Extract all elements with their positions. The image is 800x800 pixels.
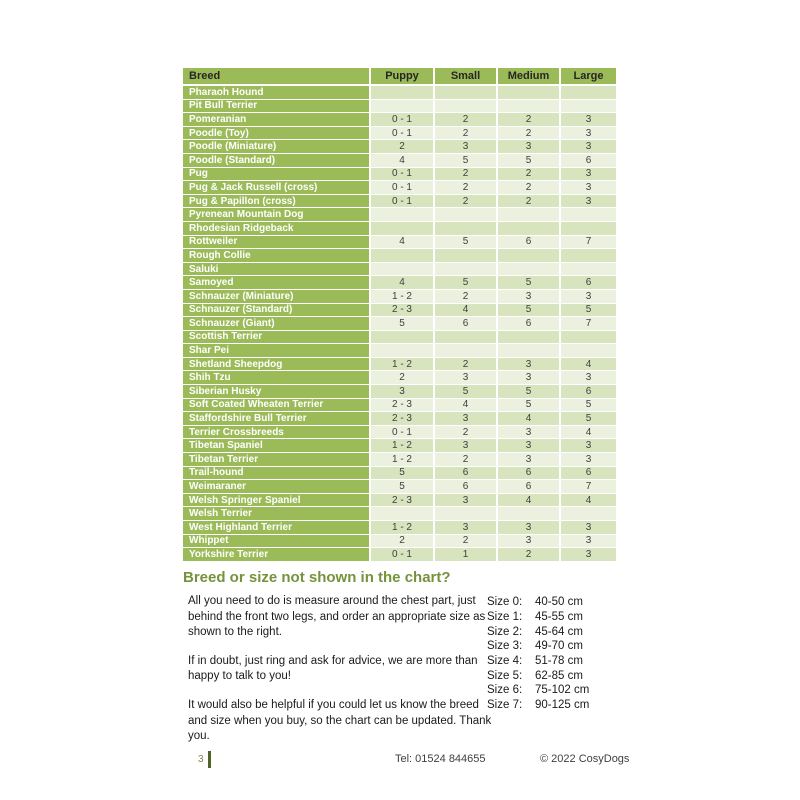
page-number: 3 <box>198 754 204 765</box>
size-value-cell <box>496 222 559 236</box>
breed-cell: Poodle (Miniature) <box>183 140 369 154</box>
size-value-cell <box>559 344 616 358</box>
size-value-cell <box>369 263 433 277</box>
table-row <box>183 263 616 277</box>
size-value-cell <box>433 208 496 222</box>
size-value-cell <box>433 249 496 263</box>
size-range: 51-78 cm <box>535 655 583 668</box>
table-row <box>183 412 616 426</box>
footer-phone: Tel: 01524 844655 <box>395 753 486 765</box>
size-value-cell: 5 <box>433 236 496 250</box>
size-value-cell: 3 <box>559 113 616 127</box>
size-value-cell: 3 <box>433 140 496 154</box>
size-value-cell: 3 <box>496 521 559 535</box>
size-value-cell: 2 <box>433 535 496 549</box>
breed-cell: Whippet <box>183 535 369 549</box>
size-value-cell: 3 <box>433 521 496 535</box>
size-value-cell: 5 <box>559 399 616 413</box>
size-range: 45-55 cm <box>535 611 583 624</box>
size-value-cell: 3 <box>433 412 496 426</box>
size-value-cell: 3 <box>559 127 616 141</box>
table-row <box>183 426 616 440</box>
table-row <box>183 222 616 236</box>
instructions-text <box>188 594 492 758</box>
breed-cell: Pit Bull Terrier <box>183 100 369 114</box>
size-value-cell: 3 <box>559 140 616 154</box>
size-value-cell: 2 <box>369 535 433 549</box>
size-value-cell <box>369 222 433 236</box>
size-value-cell <box>559 331 616 345</box>
size-value-cell: 2 <box>433 127 496 141</box>
size-label: Size 6: <box>487 684 523 697</box>
size-value-cell: 5 <box>496 304 559 318</box>
size-value-cell <box>433 331 496 345</box>
size-value-cell: 2 <box>433 168 496 182</box>
breed-cell: Pharaoh Hound <box>183 86 369 100</box>
breed-cell: Saluki <box>183 263 369 277</box>
size-value-cell: 3 <box>496 453 559 467</box>
size-value-cell: 3 <box>559 521 616 535</box>
table-row <box>183 507 616 521</box>
breed-cell: Pug & Jack Russell (cross) <box>183 181 369 195</box>
size-value-cell: 5 <box>433 154 496 168</box>
size-value-cell: 5 <box>369 317 433 331</box>
section-heading: Breed or size not shown in the chart? <box>183 569 451 586</box>
size-value-cell: 2 <box>496 195 559 209</box>
size-value-cell: 2 <box>496 181 559 195</box>
size-label: Size 3: <box>487 640 523 653</box>
table-row <box>183 331 616 345</box>
size-value-cell: 6 <box>496 236 559 250</box>
breed-cell: Trail-hound <box>183 467 369 481</box>
size-value-cell: 3 <box>496 371 559 385</box>
size-value-cell <box>369 208 433 222</box>
breed-cell: Scottish Terrier <box>183 331 369 345</box>
size-value-cell <box>369 331 433 345</box>
size-value-cell: 3 <box>496 140 559 154</box>
table-row <box>183 181 616 195</box>
table-row <box>183 521 616 535</box>
column-header: Breed <box>189 70 221 82</box>
size-value-cell <box>496 100 559 114</box>
table-row <box>183 140 616 154</box>
breed-cell: Schnauzer (Giant) <box>183 317 369 331</box>
table-row <box>183 304 616 318</box>
size-value-cell <box>496 263 559 277</box>
size-value-cell: 2 - 3 <box>369 412 433 426</box>
table-row <box>183 371 616 385</box>
size-value-cell: 4 <box>559 494 616 508</box>
size-label: Size 0: <box>487 596 523 609</box>
table-row <box>183 548 616 562</box>
size-value-cell: 2 <box>496 548 559 562</box>
size-value-cell: 7 <box>559 480 616 494</box>
size-value-cell <box>369 249 433 263</box>
size-range: 62-85 cm <box>535 669 583 682</box>
size-value-cell: 3 <box>559 290 616 304</box>
breed-cell: Tibetan Spaniel <box>183 439 369 453</box>
size-value-cell: 4 <box>369 276 433 290</box>
size-value-cell: 3 <box>496 439 559 453</box>
breed-cell: Pyrenean Mountain Dog <box>183 208 369 222</box>
table-body <box>183 86 616 562</box>
size-value-cell: 7 <box>559 236 616 250</box>
size-legend-item <box>487 698 617 713</box>
footer-copyright: © 2022 CosyDogs <box>540 753 630 765</box>
size-label: Size 1: <box>487 611 523 624</box>
size-value-cell: 4 <box>433 304 496 318</box>
size-value-cell: 0 - 1 <box>369 426 433 440</box>
breed-cell: Terrier Crossbreeds <box>183 426 369 440</box>
size-value-cell: 3 <box>496 290 559 304</box>
breed-cell: Shih Tzu <box>183 371 369 385</box>
breed-cell: Poodle (Toy) <box>183 127 369 141</box>
size-value-cell: 5 <box>496 154 559 168</box>
size-value-cell <box>369 507 433 521</box>
table-row <box>183 86 616 100</box>
size-value-cell: 3 <box>559 371 616 385</box>
size-value-cell: 2 <box>496 113 559 127</box>
size-value-cell: 0 - 1 <box>369 181 433 195</box>
size-value-cell: 1 - 2 <box>369 521 433 535</box>
size-legend-item <box>487 610 617 625</box>
size-value-cell <box>496 331 559 345</box>
size-value-cell: 6 <box>559 276 616 290</box>
size-legend <box>487 595 617 713</box>
breed-cell: Shetland Sheepdog <box>183 358 369 372</box>
size-value-cell: 3 <box>559 439 616 453</box>
size-legend-item <box>487 668 617 683</box>
size-value-cell: 3 <box>559 181 616 195</box>
breed-cell: Yorkshire Terrier <box>183 548 369 562</box>
size-range: 40-50 cm <box>535 596 583 609</box>
size-value-cell <box>369 100 433 114</box>
size-value-cell: 2 - 3 <box>369 399 433 413</box>
table-row <box>183 249 616 263</box>
size-value-cell: 5 <box>559 304 616 318</box>
size-value-cell: 4 <box>496 494 559 508</box>
breed-cell: Rhodesian Ridgeback <box>183 222 369 236</box>
size-value-cell <box>433 100 496 114</box>
size-legend-item <box>487 654 617 669</box>
size-value-cell: 5 <box>369 467 433 481</box>
table-row <box>183 236 616 250</box>
size-value-cell: 1 - 2 <box>369 290 433 304</box>
table-row <box>183 494 616 508</box>
size-value-cell: 2 <box>369 140 433 154</box>
column-header: Puppy <box>369 68 433 84</box>
table-row <box>183 467 616 481</box>
size-value-cell: 3 <box>496 358 559 372</box>
size-value-cell: 4 <box>369 236 433 250</box>
size-value-cell <box>559 263 616 277</box>
paragraph: It would also be helpful if you could let us know the breed and size when you buy, so the chart can be updated. Thank you. <box>188 698 492 743</box>
size-value-cell: 6 <box>433 467 496 481</box>
breed-cell: West Highland Terrier <box>183 521 369 535</box>
breed-cell: Schnauzer (Standard) <box>183 304 369 318</box>
size-value-cell: 2 <box>433 195 496 209</box>
size-value-cell: 2 <box>369 371 433 385</box>
breed-cell: Tibetan Terrier <box>183 453 369 467</box>
size-value-cell: 3 <box>559 535 616 549</box>
table-row <box>183 453 616 467</box>
size-range: 90-125 cm <box>535 699 590 712</box>
size-range: 45-64 cm <box>535 625 583 638</box>
table-row <box>183 535 616 549</box>
size-value-cell: 2 - 3 <box>369 304 433 318</box>
size-value-cell: 3 <box>433 439 496 453</box>
size-value-cell <box>559 208 616 222</box>
size-label: Size 7: <box>487 699 523 712</box>
size-value-cell: 0 - 1 <box>369 168 433 182</box>
size-value-cell <box>369 344 433 358</box>
size-legend-item <box>487 624 617 639</box>
paragraph: All you need to do is measure around the chest part, just behind the front two legs, and order an appropriate size as shown to the right. <box>188 595 486 639</box>
size-value-cell: 2 <box>433 181 496 195</box>
table-row <box>183 385 616 399</box>
breed-cell: Welsh Terrier <box>183 507 369 521</box>
breed-cell: Rough Collie <box>183 249 369 263</box>
size-value-cell: 6 <box>496 480 559 494</box>
table-row <box>183 358 616 372</box>
size-value-cell: 5 <box>559 412 616 426</box>
table-row <box>183 168 616 182</box>
size-value-cell: 6 <box>559 154 616 168</box>
size-value-cell: 6 <box>559 385 616 399</box>
size-value-cell <box>369 86 433 100</box>
breed-cell: Poodle (Standard) <box>183 154 369 168</box>
size-value-cell <box>496 249 559 263</box>
breed-cell: Weimaraner <box>183 480 369 494</box>
size-value-cell: 2 <box>496 127 559 141</box>
size-value-cell: 1 - 2 <box>369 439 433 453</box>
size-value-cell: 2 <box>433 358 496 372</box>
size-value-cell: 2 <box>496 168 559 182</box>
size-value-cell: 3 <box>559 195 616 209</box>
table-row <box>183 317 616 331</box>
breed-cell: Siberian Husky <box>183 385 369 399</box>
breed-cell: Staffordshire Bull Terrier <box>183 412 369 426</box>
size-value-cell: 4 <box>559 358 616 372</box>
breed-cell: Pomeranian <box>183 113 369 127</box>
breed-cell: Shar Pei <box>183 344 369 358</box>
table-row <box>183 195 616 209</box>
size-value-cell: 3 <box>433 494 496 508</box>
size-value-cell: 4 <box>369 154 433 168</box>
size-value-cell: 5 <box>433 385 496 399</box>
size-value-cell: 3 <box>369 385 433 399</box>
size-value-cell <box>559 507 616 521</box>
size-value-cell: 4 <box>496 412 559 426</box>
size-value-cell: 1 - 2 <box>369 358 433 372</box>
size-value-cell <box>433 344 496 358</box>
column-header: Large <box>559 68 616 84</box>
size-legend-item <box>487 683 617 698</box>
size-value-cell: 6 <box>433 480 496 494</box>
size-value-cell <box>433 222 496 236</box>
size-value-cell: 2 <box>433 426 496 440</box>
size-value-cell <box>496 344 559 358</box>
size-value-cell: 6 <box>496 317 559 331</box>
size-value-cell: 5 <box>496 276 559 290</box>
size-value-cell: 5 <box>369 480 433 494</box>
size-label: Size 2: <box>487 625 523 638</box>
size-value-cell: 1 - 2 <box>369 453 433 467</box>
size-value-cell: 5 <box>496 385 559 399</box>
table-row <box>183 480 616 494</box>
size-value-cell <box>496 86 559 100</box>
size-value-cell: 6 <box>559 467 616 481</box>
size-range: 49-70 cm <box>535 640 583 653</box>
size-value-cell: 7 <box>559 317 616 331</box>
size-value-cell: 2 <box>433 453 496 467</box>
size-legend-item <box>487 595 617 610</box>
breed-size-table <box>183 68 616 562</box>
size-value-cell: 0 - 1 <box>369 113 433 127</box>
page-number-divider <box>208 751 211 768</box>
table-row <box>183 344 616 358</box>
size-value-cell <box>559 100 616 114</box>
size-range: 75-102 cm <box>535 684 590 697</box>
table-row <box>183 127 616 141</box>
size-value-cell: 3 <box>496 426 559 440</box>
size-label: Size 4: <box>487 655 523 668</box>
table-row <box>183 100 616 114</box>
table-row <box>183 276 616 290</box>
size-value-cell: 0 - 1 <box>369 548 433 562</box>
size-value-cell: 3 <box>496 535 559 549</box>
table-row <box>183 154 616 168</box>
size-value-cell <box>559 86 616 100</box>
size-value-cell: 4 <box>433 399 496 413</box>
size-legend-item <box>487 639 617 654</box>
paragraph: If in doubt, just ring and ask for advice, we are more than happy to talk to you! <box>188 654 478 683</box>
size-value-cell: 2 - 3 <box>369 494 433 508</box>
table-header-row <box>183 68 616 86</box>
breed-cell: Samoyed <box>183 276 369 290</box>
size-value-cell: 3 <box>559 453 616 467</box>
breed-cell: Rottweiler <box>183 236 369 250</box>
size-value-cell: 3 <box>559 168 616 182</box>
size-value-cell: 0 - 1 <box>369 195 433 209</box>
size-value-cell <box>559 249 616 263</box>
table-row <box>183 399 616 413</box>
breed-cell: Schnauzer (Miniature) <box>183 290 369 304</box>
size-value-cell <box>433 263 496 277</box>
size-value-cell: 5 <box>496 399 559 413</box>
column-header: Medium <box>496 68 559 84</box>
size-value-cell <box>559 222 616 236</box>
size-value-cell <box>433 507 496 521</box>
size-label: Size 5: <box>487 669 523 682</box>
column-header: Small <box>433 68 496 84</box>
table-row <box>183 208 616 222</box>
size-value-cell <box>496 208 559 222</box>
breed-cell: Pug <box>183 168 369 182</box>
size-value-cell: 3 <box>559 548 616 562</box>
size-value-cell: 6 <box>496 467 559 481</box>
size-value-cell: 0 - 1 <box>369 127 433 141</box>
breed-cell: Pug & Papillon (cross) <box>183 195 369 209</box>
size-value-cell: 1 <box>433 548 496 562</box>
size-value-cell: 3 <box>433 371 496 385</box>
table-row <box>183 439 616 453</box>
size-value-cell: 2 <box>433 290 496 304</box>
breed-cell: Soft Coated Wheaten Terrier <box>183 399 369 413</box>
size-value-cell: 4 <box>559 426 616 440</box>
breed-cell: Welsh Springer Spaniel <box>183 494 369 508</box>
size-value-cell: 6 <box>433 317 496 331</box>
size-value-cell <box>433 86 496 100</box>
size-value-cell: 5 <box>433 276 496 290</box>
table-row <box>183 290 616 304</box>
table-row <box>183 113 616 127</box>
size-value-cell: 2 <box>433 113 496 127</box>
size-value-cell <box>496 507 559 521</box>
